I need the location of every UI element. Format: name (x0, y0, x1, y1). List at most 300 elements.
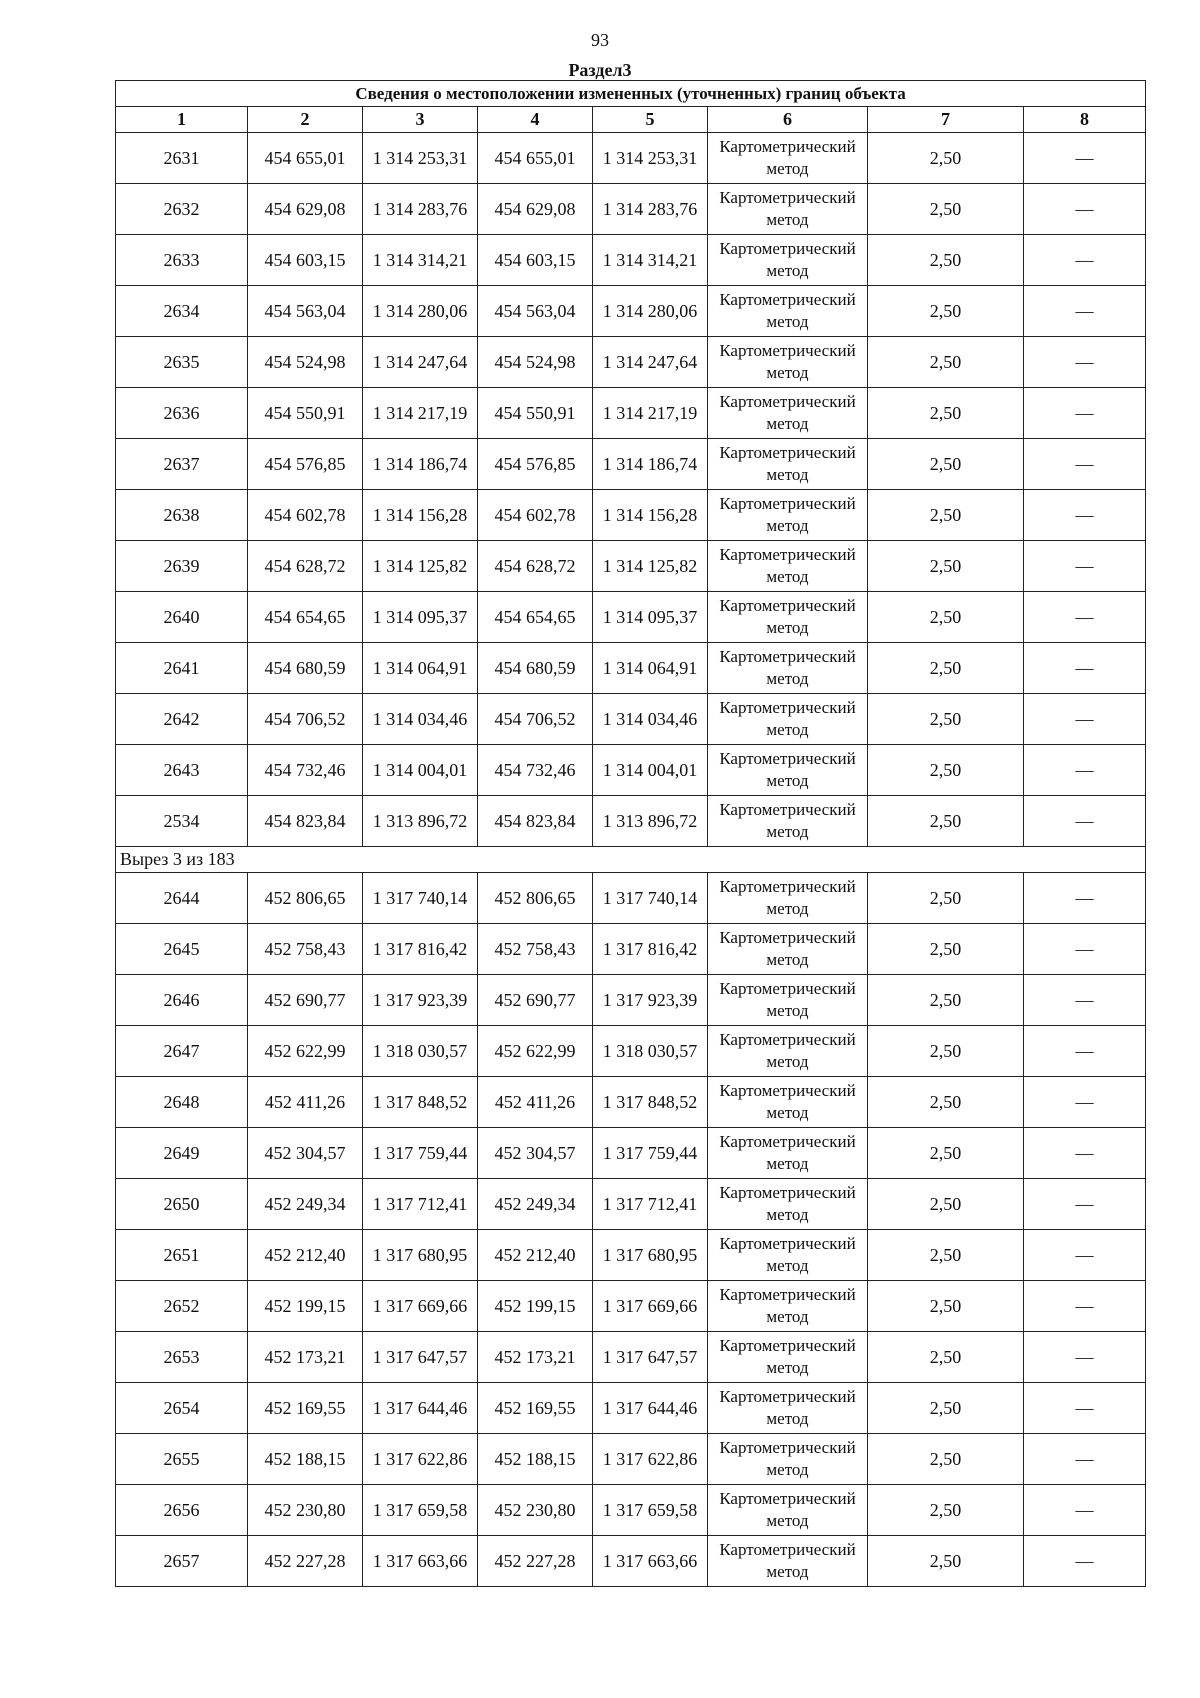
precision-cell: 2,50 (868, 643, 1024, 694)
point-number-cell: 2655 (116, 1434, 248, 1485)
column-number: 3 (363, 107, 478, 133)
x-new-cell: 454 602,78 (478, 490, 593, 541)
precision-cell: 2,50 (868, 1230, 1024, 1281)
y-existing-cell: 1 317 680,95 (363, 1230, 478, 1281)
table-row (116, 745, 1146, 796)
y-new-cell: 1 317 647,57 (593, 1332, 708, 1383)
group-separator (116, 847, 1146, 873)
point-number-cell: 2652 (116, 1281, 248, 1332)
note-cell: — (1024, 1383, 1146, 1434)
table-body-group-1 (116, 133, 1146, 847)
point-number-cell: 2637 (116, 439, 248, 490)
y-existing-cell: 1 314 004,01 (363, 745, 478, 796)
precision-cell: 2,50 (868, 286, 1024, 337)
y-existing-cell: 1 318 030,57 (363, 1026, 478, 1077)
x-existing-cell: 454 550,91 (248, 388, 363, 439)
x-new-cell: 452 249,34 (478, 1179, 593, 1230)
table-row (116, 643, 1146, 694)
y-new-cell: 1 317 659,58 (593, 1485, 708, 1536)
column-number: 7 (868, 107, 1024, 133)
note-cell: — (1024, 643, 1146, 694)
x-new-cell: 454 524,98 (478, 337, 593, 388)
y-new-cell: 1 314 314,21 (593, 235, 708, 286)
note-cell: — (1024, 1077, 1146, 1128)
y-new-cell: 1 314 064,91 (593, 643, 708, 694)
y-existing-cell: 1 317 848,52 (363, 1077, 478, 1128)
precision-cell: 2,50 (868, 924, 1024, 975)
note-cell: — (1024, 592, 1146, 643)
precision-cell: 2,50 (868, 1281, 1024, 1332)
column-number: 2 (248, 107, 363, 133)
precision-cell: 2,50 (868, 1128, 1024, 1179)
y-existing-cell: 1 317 712,41 (363, 1179, 478, 1230)
precision-cell: 2,50 (868, 873, 1024, 924)
method-cell (708, 388, 868, 439)
x-existing-cell: 454 732,46 (248, 745, 363, 796)
y-new-cell: 1 314 186,74 (593, 439, 708, 490)
x-new-cell: 454 603,15 (478, 235, 593, 286)
y-existing-cell: 1 317 759,44 (363, 1128, 478, 1179)
precision-cell: 2,50 (868, 235, 1024, 286)
point-number-cell: 2641 (116, 643, 248, 694)
point-number-cell: 2656 (116, 1485, 248, 1536)
y-new-cell: 1 314 280,06 (593, 286, 708, 337)
y-new-cell: 1 314 125,82 (593, 541, 708, 592)
x-new-cell: 454 654,65 (478, 592, 593, 643)
y-new-cell: 1 317 680,95 (593, 1230, 708, 1281)
y-existing-cell: 1 317 740,14 (363, 873, 478, 924)
x-new-cell: 454 706,52 (478, 694, 593, 745)
note-cell: — (1024, 1536, 1146, 1587)
coordinates-table (115, 80, 1146, 1587)
precision-cell: 2,50 (868, 1383, 1024, 1434)
method-cell (708, 1536, 868, 1587)
precision-cell: 2,50 (868, 592, 1024, 643)
y-new-cell: 1 317 816,42 (593, 924, 708, 975)
method-cell (708, 796, 868, 847)
y-existing-cell: 1 314 283,76 (363, 184, 478, 235)
note-cell: — (1024, 235, 1146, 286)
y-existing-cell: 1 317 816,42 (363, 924, 478, 975)
y-existing-cell: 1 314 217,19 (363, 388, 478, 439)
y-new-cell: 1 317 923,39 (593, 975, 708, 1026)
note-cell: — (1024, 1128, 1146, 1179)
note-cell: — (1024, 1026, 1146, 1077)
note-cell: — (1024, 133, 1146, 184)
x-new-cell: 452 806,65 (478, 873, 593, 924)
x-new-cell: 454 655,01 (478, 133, 593, 184)
method-cell (708, 235, 868, 286)
table-row (116, 694, 1146, 745)
note-cell: — (1024, 1230, 1146, 1281)
x-new-cell: 454 628,72 (478, 541, 593, 592)
method-cell (708, 592, 868, 643)
x-existing-cell: 454 576,85 (248, 439, 363, 490)
point-number-cell: 2648 (116, 1077, 248, 1128)
method-cell (708, 286, 868, 337)
y-new-cell: 1 314 156,28 (593, 490, 708, 541)
method-cell (708, 1383, 868, 1434)
point-number-cell: 2634 (116, 286, 248, 337)
note-cell: — (1024, 388, 1146, 439)
x-existing-cell: 452 758,43 (248, 924, 363, 975)
method-text: Картометрический метод (719, 188, 856, 229)
method-cell (708, 1230, 868, 1281)
method-text: Картометрический метод (719, 1336, 856, 1377)
y-existing-cell: 1 317 644,46 (363, 1383, 478, 1434)
x-new-cell: 452 199,15 (478, 1281, 593, 1332)
method-text: Картометрический метод (719, 800, 856, 841)
point-number-cell: 2647 (116, 1026, 248, 1077)
method-text: Картометрический метод (719, 1438, 856, 1479)
point-number-cell: 2631 (116, 133, 248, 184)
note-cell: — (1024, 490, 1146, 541)
y-new-cell: 1 314 004,01 (593, 745, 708, 796)
method-cell (708, 975, 868, 1026)
point-number-cell: 2646 (116, 975, 248, 1026)
y-existing-cell: 1 317 647,57 (363, 1332, 478, 1383)
table-row (116, 873, 1146, 924)
x-new-cell: 452 690,77 (478, 975, 593, 1026)
section-title: Раздел3 (568, 60, 632, 80)
precision-cell: 2,50 (868, 184, 1024, 235)
method-cell (708, 1077, 868, 1128)
y-existing-cell: 1 314 186,74 (363, 439, 478, 490)
method-cell (708, 1332, 868, 1383)
x-new-cell: 452 622,99 (478, 1026, 593, 1077)
method-cell (708, 1434, 868, 1485)
x-new-cell: 454 823,84 (478, 796, 593, 847)
y-existing-cell: 1 313 896,72 (363, 796, 478, 847)
y-new-cell: 1 314 095,37 (593, 592, 708, 643)
y-new-cell: 1 317 644,46 (593, 1383, 708, 1434)
y-new-cell: 1 317 669,66 (593, 1281, 708, 1332)
precision-cell: 2,50 (868, 1077, 1024, 1128)
precision-cell: 2,50 (868, 796, 1024, 847)
y-existing-cell: 1 317 669,66 (363, 1281, 478, 1332)
x-new-cell: 454 550,91 (478, 388, 593, 439)
method-cell (708, 643, 868, 694)
point-number-cell: 2645 (116, 924, 248, 975)
y-new-cell: 1 314 253,31 (593, 133, 708, 184)
point-number-cell: 2653 (116, 1332, 248, 1383)
x-existing-cell: 454 602,78 (248, 490, 363, 541)
x-new-cell: 454 680,59 (478, 643, 593, 694)
method-text: Картометрический метод (719, 1540, 856, 1581)
table-row (116, 490, 1146, 541)
precision-cell: 2,50 (868, 1179, 1024, 1230)
method-text: Картометрический метод (719, 1489, 856, 1530)
table-caption: Сведения о местоположении измененных (уточненных) границ объекта (116, 81, 1146, 107)
table-row (116, 796, 1146, 847)
y-existing-cell: 1 314 156,28 (363, 490, 478, 541)
note-cell: — (1024, 873, 1146, 924)
table-row (116, 541, 1146, 592)
y-new-cell: 1 314 034,46 (593, 694, 708, 745)
precision-cell: 2,50 (868, 1434, 1024, 1485)
x-existing-cell: 452 212,40 (248, 1230, 363, 1281)
precision-cell: 2,50 (868, 541, 1024, 592)
note-cell: — (1024, 286, 1146, 337)
note-cell: — (1024, 1281, 1146, 1332)
method-text: Картометрический метод (719, 545, 856, 586)
method-text: Картометрический метод (719, 392, 856, 433)
precision-cell: 2,50 (868, 1332, 1024, 1383)
x-existing-cell: 452 199,15 (248, 1281, 363, 1332)
method-text: Картометрический метод (719, 877, 856, 918)
method-cell (708, 1128, 868, 1179)
table-row (116, 1128, 1146, 1179)
y-existing-cell: 1 314 125,82 (363, 541, 478, 592)
precision-cell: 2,50 (868, 975, 1024, 1026)
point-number-cell: 2633 (116, 235, 248, 286)
note-cell: — (1024, 694, 1146, 745)
x-new-cell: 452 230,80 (478, 1485, 593, 1536)
y-existing-cell: 1 314 064,91 (363, 643, 478, 694)
y-existing-cell: 1 317 663,66 (363, 1536, 478, 1587)
x-existing-cell: 452 169,55 (248, 1383, 363, 1434)
y-new-cell: 1 313 896,72 (593, 796, 708, 847)
x-existing-cell: 454 654,65 (248, 592, 363, 643)
note-cell: — (1024, 337, 1146, 388)
method-cell (708, 439, 868, 490)
note-cell: — (1024, 184, 1146, 235)
note-cell: — (1024, 1434, 1146, 1485)
y-existing-cell: 1 317 659,58 (363, 1485, 478, 1536)
y-existing-cell: 1 317 923,39 (363, 975, 478, 1026)
x-new-cell: 452 758,43 (478, 924, 593, 975)
method-cell (708, 1026, 868, 1077)
x-existing-cell: 452 230,80 (248, 1485, 363, 1536)
method-text: Картометрический метод (719, 1183, 856, 1224)
x-existing-cell: 454 629,08 (248, 184, 363, 235)
precision-cell: 2,50 (868, 1026, 1024, 1077)
x-new-cell: 452 188,15 (478, 1434, 593, 1485)
y-existing-cell: 1 314 253,31 (363, 133, 478, 184)
point-number-cell: 2635 (116, 337, 248, 388)
precision-cell: 2,50 (868, 133, 1024, 184)
x-existing-cell: 454 655,01 (248, 133, 363, 184)
column-number-row (116, 107, 1146, 133)
point-number-cell: 2651 (116, 1230, 248, 1281)
point-number-cell: 2636 (116, 388, 248, 439)
method-cell (708, 133, 868, 184)
x-existing-cell: 454 823,84 (248, 796, 363, 847)
x-new-cell: 454 732,46 (478, 745, 593, 796)
point-number-cell: 2650 (116, 1179, 248, 1230)
method-text: Картометрический метод (719, 1132, 856, 1173)
y-new-cell: 1 314 247,64 (593, 337, 708, 388)
method-text: Картометрический метод (719, 698, 856, 739)
point-number-cell: 2534 (116, 796, 248, 847)
table-row (116, 1179, 1146, 1230)
precision-cell: 2,50 (868, 745, 1024, 796)
x-existing-cell: 452 249,34 (248, 1179, 363, 1230)
note-cell: — (1024, 745, 1146, 796)
precision-cell: 2,50 (868, 1536, 1024, 1587)
method-text: Картометрический метод (719, 137, 856, 178)
x-existing-cell: 452 227,28 (248, 1536, 363, 1587)
table-row (116, 1281, 1146, 1332)
x-existing-cell: 452 173,21 (248, 1332, 363, 1383)
column-number: 6 (708, 107, 868, 133)
precision-cell: 2,50 (868, 490, 1024, 541)
method-text: Картометрический метод (719, 1285, 856, 1326)
table-row (116, 286, 1146, 337)
note-cell: — (1024, 796, 1146, 847)
method-text: Картометрический метод (719, 596, 856, 637)
point-number-cell: 2632 (116, 184, 248, 235)
note-cell: — (1024, 439, 1146, 490)
point-number-cell: 2654 (116, 1383, 248, 1434)
point-number-cell: 2640 (116, 592, 248, 643)
x-existing-cell: 454 524,98 (248, 337, 363, 388)
method-text: Картометрический метод (719, 341, 856, 382)
y-new-cell: 1 317 759,44 (593, 1128, 708, 1179)
note-cell: — (1024, 1485, 1146, 1536)
column-number: 1 (116, 107, 248, 133)
note-cell: — (1024, 975, 1146, 1026)
y-new-cell: 1 317 848,52 (593, 1077, 708, 1128)
x-existing-cell: 454 680,59 (248, 643, 363, 694)
point-number-cell: 2657 (116, 1536, 248, 1587)
method-cell (708, 745, 868, 796)
method-text: Картометрический метод (719, 443, 856, 484)
y-existing-cell: 1 314 314,21 (363, 235, 478, 286)
y-existing-cell: 1 314 095,37 (363, 592, 478, 643)
x-new-cell: 452 304,57 (478, 1128, 593, 1179)
point-number-cell: 2643 (116, 745, 248, 796)
point-number-cell: 2639 (116, 541, 248, 592)
y-new-cell: 1 317 663,66 (593, 1536, 708, 1587)
method-cell (708, 1179, 868, 1230)
method-cell (708, 541, 868, 592)
x-existing-cell: 452 188,15 (248, 1434, 363, 1485)
method-cell (708, 1281, 868, 1332)
table-caption-row (116, 81, 1146, 107)
x-new-cell: 452 212,40 (478, 1230, 593, 1281)
table-row (116, 337, 1146, 388)
y-new-cell: 1 318 030,57 (593, 1026, 708, 1077)
table-body-group-2 (116, 873, 1146, 1587)
precision-cell: 2,50 (868, 1485, 1024, 1536)
x-new-cell: 454 629,08 (478, 184, 593, 235)
column-number: 4 (478, 107, 593, 133)
precision-cell: 2,50 (868, 337, 1024, 388)
table-row (116, 1230, 1146, 1281)
method-text: Картометрический метод (719, 749, 856, 790)
x-existing-cell: 452 622,99 (248, 1026, 363, 1077)
y-existing-cell: 1 317 622,86 (363, 1434, 478, 1485)
method-text: Картометрический метод (719, 1234, 856, 1275)
note-cell: — (1024, 1179, 1146, 1230)
method-text: Картометрический метод (719, 239, 856, 280)
x-new-cell: 452 227,28 (478, 1536, 593, 1587)
column-number: 8 (1024, 107, 1146, 133)
method-cell (708, 873, 868, 924)
table-row (116, 1383, 1146, 1434)
table-row (116, 975, 1146, 1026)
x-existing-cell: 454 706,52 (248, 694, 363, 745)
y-existing-cell: 1 314 280,06 (363, 286, 478, 337)
method-cell (708, 184, 868, 235)
x-existing-cell: 454 603,15 (248, 235, 363, 286)
point-number-cell: 2638 (116, 490, 248, 541)
method-text: Картометрический метод (719, 647, 856, 688)
note-cell: — (1024, 924, 1146, 975)
x-new-cell: 454 563,04 (478, 286, 593, 337)
group-label-row (116, 847, 1146, 873)
point-number-cell: 2644 (116, 873, 248, 924)
precision-cell: 2,50 (868, 388, 1024, 439)
table-row (116, 439, 1146, 490)
table-row (116, 1332, 1146, 1383)
method-cell (708, 490, 868, 541)
note-cell: — (1024, 541, 1146, 592)
y-existing-cell: 1 314 034,46 (363, 694, 478, 745)
point-number-cell: 2642 (116, 694, 248, 745)
method-text: Картометрический метод (719, 290, 856, 331)
method-text: Картометрический метод (719, 1030, 856, 1071)
table-row (116, 184, 1146, 235)
page-number: 93 (591, 30, 609, 50)
precision-cell: 2,50 (868, 694, 1024, 745)
x-existing-cell: 454 563,04 (248, 286, 363, 337)
table-row (116, 1077, 1146, 1128)
table-row (116, 388, 1146, 439)
y-new-cell: 1 317 740,14 (593, 873, 708, 924)
x-existing-cell: 452 806,65 (248, 873, 363, 924)
method-text: Картометрический метод (719, 979, 856, 1020)
table-row (116, 1434, 1146, 1485)
table-row (116, 235, 1146, 286)
y-new-cell: 1 317 712,41 (593, 1179, 708, 1230)
method-text: Картометрический метод (719, 494, 856, 535)
x-new-cell: 452 411,26 (478, 1077, 593, 1128)
y-existing-cell: 1 314 247,64 (363, 337, 478, 388)
y-new-cell: 1 314 217,19 (593, 388, 708, 439)
x-new-cell: 454 576,85 (478, 439, 593, 490)
x-new-cell: 452 169,55 (478, 1383, 593, 1434)
method-cell (708, 924, 868, 975)
x-existing-cell: 452 690,77 (248, 975, 363, 1026)
table-row (116, 592, 1146, 643)
table-row (116, 1536, 1146, 1587)
x-existing-cell: 452 411,26 (248, 1077, 363, 1128)
method-text: Картометрический метод (719, 1081, 856, 1122)
precision-cell: 2,50 (868, 439, 1024, 490)
table-row (116, 133, 1146, 184)
method-cell (708, 694, 868, 745)
x-existing-cell: 454 628,72 (248, 541, 363, 592)
method-cell (708, 1485, 868, 1536)
method-text: Картометрический метод (719, 928, 856, 969)
table-header (116, 81, 1146, 133)
table-row (116, 924, 1146, 975)
group-label: Вырез 3 из 183 (116, 847, 1146, 873)
column-number: 5 (593, 107, 708, 133)
table-row (116, 1485, 1146, 1536)
point-number-cell: 2649 (116, 1128, 248, 1179)
y-new-cell: 1 314 283,76 (593, 184, 708, 235)
table-row (116, 1026, 1146, 1077)
x-existing-cell: 452 304,57 (248, 1128, 363, 1179)
y-new-cell: 1 317 622,86 (593, 1434, 708, 1485)
note-cell: — (1024, 1332, 1146, 1383)
method-cell (708, 337, 868, 388)
method-text: Картометрический метод (719, 1387, 856, 1428)
x-new-cell: 452 173,21 (478, 1332, 593, 1383)
